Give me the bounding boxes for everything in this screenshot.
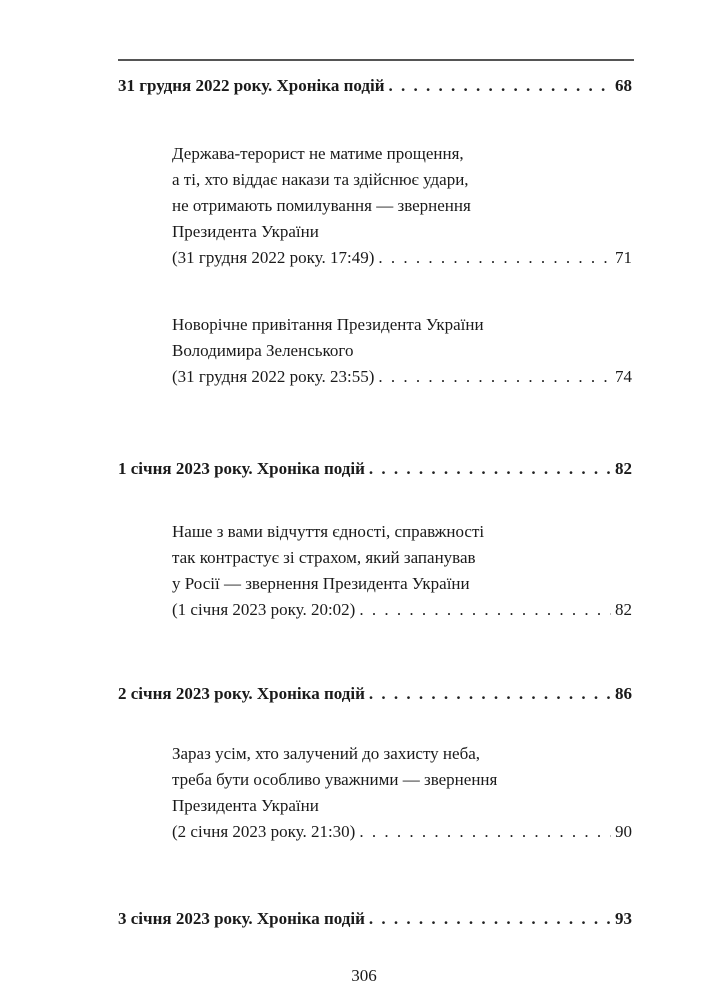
chapter-title: 31 грудня 2022 року. Хроніка подій xyxy=(118,76,385,95)
chapter-page-number: 93 xyxy=(615,909,632,928)
toc-sub-entry[interactable] xyxy=(172,741,632,845)
dot-leader xyxy=(359,597,611,623)
entry-line: Президента України xyxy=(172,222,319,241)
chapter-page-number: 86 xyxy=(615,684,632,703)
toc-chapter-entry[interactable] xyxy=(118,909,632,929)
footer-page-number: 306 xyxy=(351,966,377,985)
entry-page-number: 90 xyxy=(615,822,632,841)
entry-line: треба бути особливо уважними — звернення xyxy=(172,770,498,789)
dot-leader xyxy=(369,459,611,479)
entry-line: так контрастує зі страхом, який запанував xyxy=(172,548,476,567)
entry-date: (31 грудня 2022 року. 17:49) xyxy=(172,248,375,267)
chapter-page-number: 82 xyxy=(615,459,632,478)
chapter-page-number: 68 xyxy=(615,76,632,95)
top-rule xyxy=(118,59,634,61)
toc-chapter-entry[interactable] xyxy=(118,459,632,479)
toc-sub-entry[interactable] xyxy=(172,141,632,271)
entry-date: (31 грудня 2022 року. 23:55) xyxy=(172,367,375,386)
entry-date: (2 січня 2023 року. 21:30) xyxy=(172,822,356,841)
dot-leader xyxy=(369,684,611,704)
entry-page-number: 71 xyxy=(615,248,632,267)
toc-sub-entry[interactable] xyxy=(172,312,632,390)
entry-line: Новорічне привітання Президента України xyxy=(172,315,484,334)
entry-line: Держава-терорист не матиме прощення, xyxy=(172,144,464,163)
chapter-title: 3 січня 2023 року. Хроніка подій xyxy=(118,909,365,928)
entry-line: не отримають помилування — звернення xyxy=(172,196,471,215)
dot-leader xyxy=(378,245,611,271)
dot-leader xyxy=(359,819,611,845)
dot-leader xyxy=(378,364,611,390)
entry-date: (1 січня 2023 року. 20:02) xyxy=(172,600,356,619)
toc-sub-entry[interactable] xyxy=(172,519,632,623)
entry-page-number: 74 xyxy=(615,367,632,386)
toc-chapter-entry[interactable] xyxy=(118,684,632,704)
entry-page-number: 82 xyxy=(615,600,632,619)
entry-line: Зараз усім, хто залучений до захисту неба, xyxy=(172,744,481,763)
entry-line: Володимира Зеленського xyxy=(172,341,354,360)
chapter-title: 2 січня 2023 року. Хроніка подій xyxy=(118,684,365,703)
dot-leader xyxy=(389,76,612,96)
entry-line: а ті, хто віддає накази та здійснює удари, xyxy=(172,170,469,189)
dot-leader xyxy=(369,909,611,929)
toc-chapter-entry[interactable] xyxy=(118,76,632,96)
chapter-title: 1 січня 2023 року. Хроніка подій xyxy=(118,459,365,478)
entry-line: Президента України xyxy=(172,796,319,815)
entry-line: Наше з вами відчуття єдності, справжності xyxy=(172,522,485,541)
entry-line: у Росії — звернення Президента України xyxy=(172,574,470,593)
